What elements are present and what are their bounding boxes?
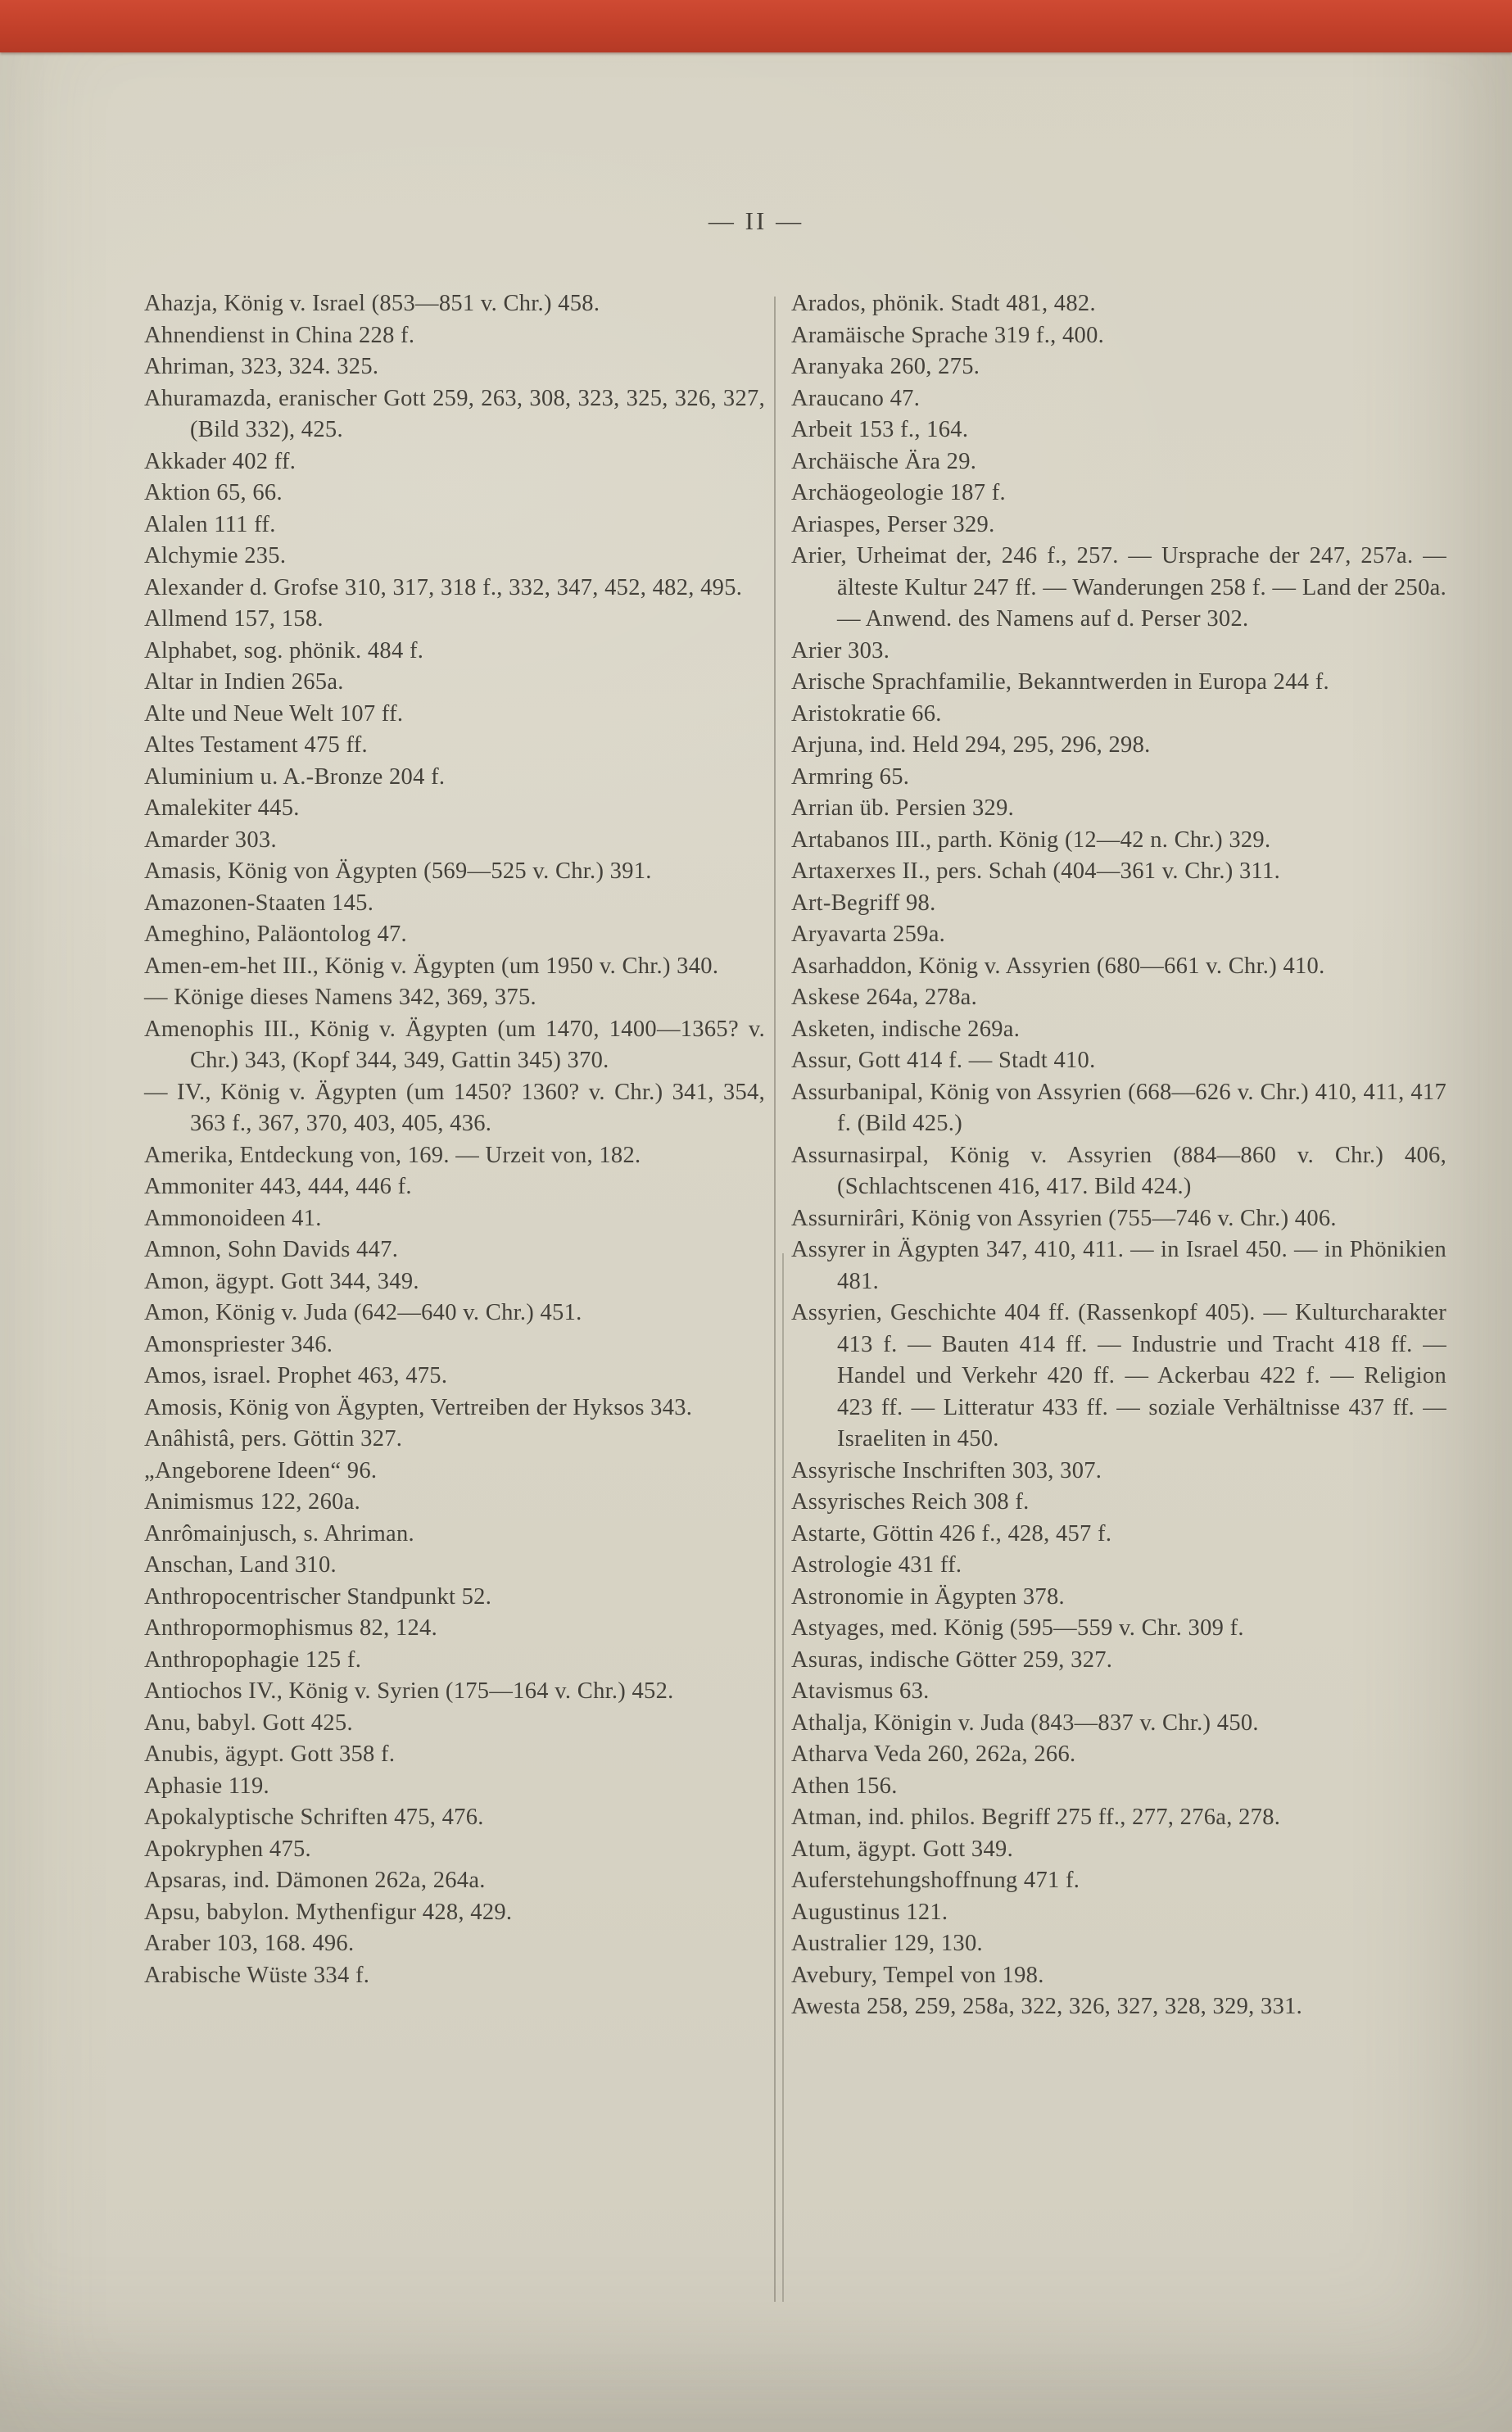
index-entry: Araucano 47.	[791, 385, 921, 411]
index-column-right	[791, 288, 1446, 2023]
index-entry: Astarte, Göttin 426 f., 428, 457 f.	[791, 1520, 1112, 1547]
index-entry: Amnon, Sohn Davids 447.	[144, 1237, 399, 1262]
index-entry: Anâhistâ, pers. Göttin 327.	[144, 1426, 403, 1452]
index-entry: Amosis, König von Ägypten, Vertreiben der Hyksos 343.	[144, 1394, 693, 1420]
index-entry: — IV., König v. Ägypten (um 1450? 1360? v. Chr.) 341, 354, 363 f., 367, 370, 403, 405, 436.	[144, 1079, 765, 1136]
index-entry: Alchymie 235.	[144, 543, 287, 568]
index-entry: Artabanos III., parth. König (12—42 n. Chr.) 329.	[791, 827, 1271, 853]
index-entry: Artaxerxes II., pers. Schah (404—361 v. Chr.) 311.	[791, 858, 1281, 884]
index-entry: Amerika, Entdeckung von, 169. — Urzeit von, 182.	[144, 1142, 641, 1168]
index-entry: Asuras, indische Götter 259, 327.	[791, 1646, 1113, 1673]
index-entry: Ariaspes, Perser 329.	[791, 511, 995, 537]
red-cover-strip	[0, 0, 1512, 52]
index-entry: Atum, ägypt. Gott 349.	[791, 1836, 1014, 1862]
index-entry: Aristokratie 66.	[791, 700, 942, 727]
index-entry: Amon, König v. Juda (642—640 v. Chr.) 451.	[144, 1300, 582, 1325]
index-entry: Anu, babyl. Gott 425.	[144, 1710, 353, 1736]
index-entry: Arier 303.	[791, 637, 890, 663]
index-entry: Assur, Gott 414 f. — Stadt 410.	[791, 1048, 1096, 1073]
index-entry: Asarhaddon, König v. Assyrien (680—661 v. Chr.) 410.	[791, 953, 1325, 979]
index-entry: Ahazja, König v. Israel (853—851 v. Chr.) 458.	[144, 291, 600, 316]
index-entry: Augustinus 121.	[791, 1899, 948, 1925]
index-entry: Anschan, Land 310.	[144, 1552, 337, 1578]
index-entry: Ahnendienst in China 228 f.	[144, 322, 415, 348]
index-entry: Askese 264a, 278a.	[791, 985, 978, 1010]
index-entry: „Angeborene Ideen“ 96.	[144, 1457, 378, 1483]
index-entry: Apsu, babylon. Mythenfigur 428, 429.	[144, 1899, 513, 1925]
index-entry: Arjuna, ind. Held 294, 295, 296, 298.	[791, 732, 1151, 758]
index-entry: Astrologie 431 ff.	[791, 1552, 962, 1578]
index-entry: Alphabet, sog. phönik. 484 f.	[144, 637, 424, 663]
index-entry: Arrian üb. Persien 329.	[791, 795, 1015, 821]
index-entry: Aryavarta 259a.	[791, 922, 946, 947]
index-entry: Armring 65.	[791, 763, 910, 790]
index-entry: Auferstehungshoffnung 471 f.	[791, 1868, 1080, 1893]
index-entry: Altar in Indien 265a.	[144, 669, 344, 695]
index-entry: Ammonoideen 41.	[144, 1205, 322, 1231]
index-entry: Antiochos IV., König v. Syrien (175—164 v. Chr.) 452.	[144, 1678, 674, 1704]
index-entry: Amenophis III., König v. Ägypten (um 1470, 1400—1365? v. Chr.) 343, (Kopf 344, 349, Gattin 345) 370.	[144, 1016, 765, 1073]
index-entry: Ammoniter 443, 444, 446 f.	[144, 1174, 412, 1199]
index-entry: Athalja, Königin v. Juda (843—837 v. Chr.) 450.	[791, 1710, 1259, 1736]
index-entry: Asketen, indische 269a.	[791, 1016, 1021, 1042]
index-entry: Anthropocentrischer Standpunkt 52.	[144, 1583, 492, 1610]
index-entry: Amazonen-Staaten 145.	[144, 890, 374, 916]
index-entry: Assurnirâri, König von Assyrien (755—746 v. Chr.) 406.	[791, 1205, 1337, 1231]
column-divider-rule	[774, 297, 776, 2302]
page-number: — II —	[708, 206, 804, 235]
index-entry: Aluminium u. A.-Bronze 204 f.	[144, 763, 446, 790]
index-entry: Amalekiter 445.	[144, 795, 300, 821]
index-entry: Arabische Wüste 334 f.	[144, 1962, 370, 1988]
index-entry: Akkader 402 ff.	[144, 448, 297, 474]
index-entry: Alte und Neue Welt 107 ff.	[144, 700, 404, 727]
index-entry: Atman, ind. philos. Begriff 275 ff., 277, 276a, 278.	[791, 1805, 1281, 1830]
column-divider-rule-secondary	[782, 1253, 784, 2302]
index-entry: Apokryphen 475.	[144, 1836, 311, 1862]
index-entry: Animismus 122, 260a.	[144, 1489, 361, 1515]
index-entry: Amonspriester 346.	[144, 1331, 333, 1357]
index-entry: Apokalyptische Schriften 475, 476.	[144, 1805, 484, 1830]
index-entry: Anthropormophismus 82, 124.	[144, 1615, 438, 1641]
index-entry: Amen-em-het III., König v. Ägypten (um 1950 v. Chr.) 340.	[144, 953, 719, 979]
index-entry: Assurnasirpal, König v. Assyrien (884—860 v. Chr.) 406, (Schlachtscenen 416, 417. Bild 424.)	[791, 1142, 1446, 1199]
index-entry: Aphasie 119.	[144, 1773, 269, 1799]
index-entry: Atharva Veda 260, 262a, 266.	[791, 1741, 1076, 1767]
index-entry: Astronomie in Ägypten 378.	[791, 1583, 1065, 1610]
index-entry: Anthropophagie 125 f.	[144, 1646, 362, 1673]
index-entry: Arados, phönik. Stadt 481, 482.	[791, 291, 1096, 316]
index-entry: Ahriman, 323, 324. 325.	[144, 354, 379, 379]
index-entry: Avebury, Tempel von 198.	[791, 1962, 1044, 1988]
index-entry: Arier, Urheimat der, 246 f., 257. — Ursprache der 247, 257a. — älteste Kultur 247 ff. — Wanderungen 258 f. — Land der 250a. — Anwend. des Namens auf d. Perser 302.	[791, 543, 1446, 632]
index-entry: Aktion 65, 66.	[144, 480, 283, 505]
index-entry: Assyrische Inschriften 303, 307.	[791, 1457, 1102, 1483]
index-entry: Astyages, med. König (595—559 v. Chr. 309 f.	[791, 1615, 1244, 1641]
index-entry: Amon, ägypt. Gott 344, 349.	[144, 1268, 419, 1294]
index-entry: Archäogeologie 187 f.	[791, 480, 1006, 505]
index-entry: Ahuramazda, eranischer Gott 259, 263, 308, 323, 325, 326, 327, (Bild 332), 425.	[144, 385, 765, 442]
index-entry: Amarder 303.	[144, 827, 277, 853]
index-entry: Archäische Ära 29.	[791, 448, 977, 474]
index-entry: Arbeit 153 f., 164.	[791, 417, 969, 442]
index-entry: Anubis, ägypt. Gott 358 f.	[144, 1741, 396, 1767]
index-entry: Aranyaka 260, 275.	[791, 354, 980, 379]
index-entry: Anrômainjusch, s. Ahriman.	[144, 1520, 414, 1547]
index-entry: Assurbanipal, König von Assyrien (668—626 v. Chr.) 410, 411, 417 f. (Bild 425.)	[791, 1079, 1446, 1136]
index-entry: Alexander d. Grofse 310, 317, 318 f., 332, 347, 452, 482, 495.	[144, 574, 743, 600]
index-entry: Amos, israel. Prophet 463, 475.	[144, 1363, 448, 1388]
index-entry: Alalen 111 ff.	[144, 511, 276, 537]
index-entry: Assyrisches Reich 308 f.	[791, 1489, 1030, 1515]
index-entry: Altes Testament 475 ff.	[144, 732, 368, 758]
index-entry: Ameghino, Paläontolog 47.	[144, 922, 407, 947]
index-entry: Apsaras, ind. Dämonen 262a, 264a.	[144, 1868, 486, 1893]
index-column-left	[144, 288, 765, 1991]
index-entry: Araber 103, 168. 496.	[144, 1931, 355, 1956]
index-entry: Aramäische Sprache 319 f., 400.	[791, 322, 1105, 348]
index-entry: Athen 156.	[791, 1773, 898, 1799]
index-entry: Awesta 258, 259, 258a, 322, 326, 327, 328, 329, 331.	[791, 1994, 1303, 2019]
index-entry: Arische Sprachfamilie, Bekanntwerden in Europa 244 f.	[791, 669, 1329, 695]
index-entry: Art-Begriff 98.	[791, 890, 936, 916]
index-entry: Assyrer in Ägypten 347, 410, 411. — in Israel 450. — in Phönikien 481.	[791, 1237, 1446, 1294]
index-entry: — Könige dieses Namens 342, 369, 375.	[144, 985, 536, 1010]
index-entry: Allmend 157, 158.	[144, 606, 324, 632]
index-entry: Assyrien, Geschichte 404 ff. (Rassenkopf 405). — Kulturcharakter 413 f. — Bauten 414 ff. — Industrie und Tracht 418 ff. — Handel und Verkehr 420 ff. — Ackerbau 422 f. — Religion 423 ff. — Litteratur 433 ff. — soziale Verhältnisse 437 ff. — Israeliten in 450.	[791, 1300, 1446, 1452]
index-entry: Amasis, König von Ägypten (569—525 v. Chr.) 391.	[144, 858, 652, 884]
index-entry: Australier 129, 130.	[791, 1931, 983, 1956]
index-entry: Atavismus 63.	[791, 1678, 930, 1704]
